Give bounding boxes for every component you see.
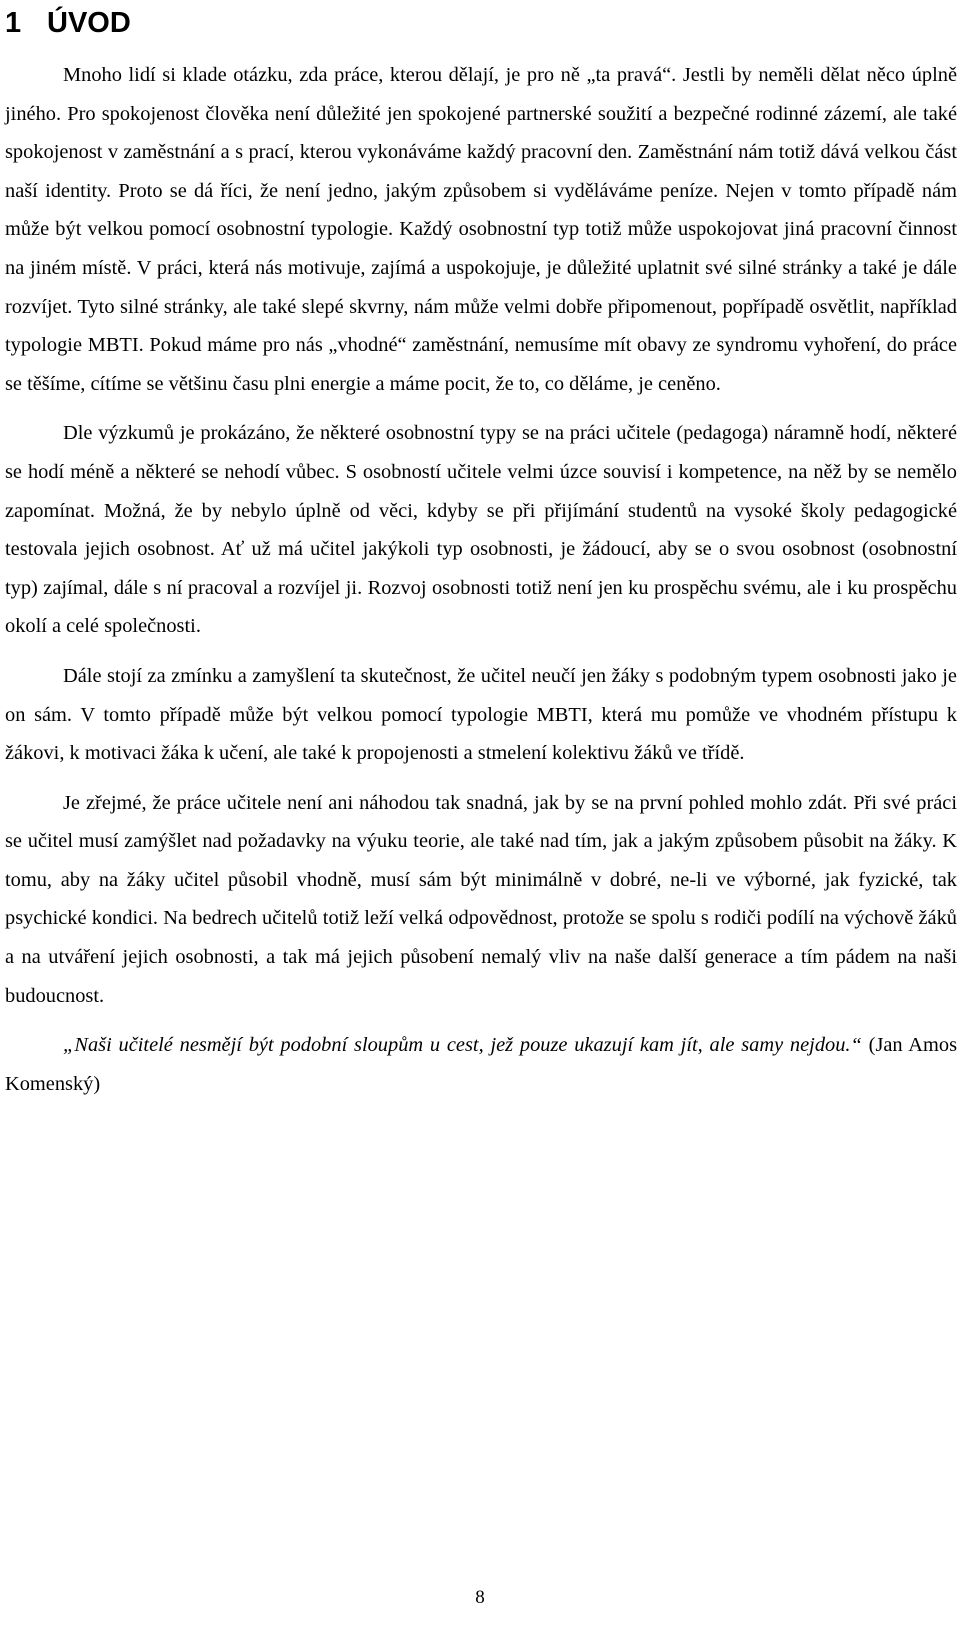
chapter-number: 1 — [5, 7, 22, 39]
page-content — [5, 4, 957, 1103]
chapter-heading — [5, 4, 957, 42]
paragraph-3: Dále stojí za zmínku a zamyšlení ta skutečnost, že učitel neučí jen žáky s podobným typem osobnosti jako je on sám. V tomto případě může být velkou pomocí typologie MBTI, která mu pomůže ve vhodném přístupu k žákovi, k motivaci žáka k učení, ale také k propojenosti a stmelení kolektivu žáků ve třídě. — [5, 664, 957, 765]
paragraph-2: Dle výzkumů je prokázáno, že některé osobnostní typy se na práci učitele (pedagoga) náramně hodí, některé se hodí méně a některé se nehodí vůbec. S osobností učitele velmi úzce souvisí i kompetence, na něž by se nemělo zapomínat. Možná, že by nebylo úplně od věci, kdyby se při přijímání studentů na vysoké školy pedagogické testovala jejich osobnost. Ať už má učitel jakýkoli typ osobnosti, je žádoucí, aby se o svou osobnost (osobnostní typ) zajímal, dále s ní pracoval a rozvíjel ji. Rozvoj osobnosti totiž není jen ku prospěchu svému, ale i ku prospěchu okolí a celé společnosti. — [5, 422, 957, 638]
quote-paragraph — [5, 1026, 957, 1103]
chapter-title: ÚVOD — [47, 7, 131, 39]
quote-attribution: (Jan Amos Komenský) — [5, 1034, 957, 1095]
paragraph-4: Je zřejmé, že práce učitele není ani náhodou tak snadná, jak by se na první pohled mohlo zdát. Při své práci se učitel musí zamýšlet nad požadavky na výuku teorie, ale také nad tím, jak a jakým způsobem působit na žáky. K tomu, aby na žáky učitel působil vhodně, musí sám být minimálně v dobré, ne-li ve výborné, jak fyzické, tak psychické kondici. Na bedrech učitelů totiž leží velká odpovědnost, protože se spolu s rodiči podílí na výchově žáků a na utváření jejich osobnosti, a tak má jejich působení nemalý vliv na naše další generace a tím pádem na naši budoucnost. — [5, 791, 957, 1007]
page-number: 8 — [475, 1587, 485, 1608]
paragraph-1: Mnoho lidí si klade otázku, zda práce, kterou dělají, je pro ně „ta pravá“. Jestli by neměli dělat něco úplně jiného. Pro spokojenost člověka není důležité jen spokojené partnerské soužití a bezpečné rodinné zázemí, ale také spokojenost v zaměstnání a s prací, kterou vykonáváme každý pracovní den. Zaměstnání nám totiž dává velkou část naší identity. Proto se dá říci, že není jedno, jakým způsobem si vyděláváme peníze. Nejen v tomto případě nám může být velkou pomocí osobnostní typologie. Každý osobnostní typ totiž může uspokojovat jiná pracovní činnost na jiném místě. V práci, která nás motivuje, zajímá a uspokojuje, je důležité uplatnit své silné stránky a také je dále rozvíjet. Tyto silné stránky, ale také slepé skvrny, nám může velmi dobře připomenout, popřípadě osvětlit, například typologie MBTI. Pokud máme pro nás „vhodné“ zaměstnání, nemusíme mít obavy ze syndromu vyhoření, do práce se těšíme, cítíme se většinu času plni energie a máme pocit, že to, co děláme, je ceněno. — [5, 64, 957, 395]
quote-text: „Naši učitelé nesmějí být podobní sloupům u cest, jež pouze ukazují kam jít, ale samy nejdou.“ — [63, 1034, 862, 1057]
